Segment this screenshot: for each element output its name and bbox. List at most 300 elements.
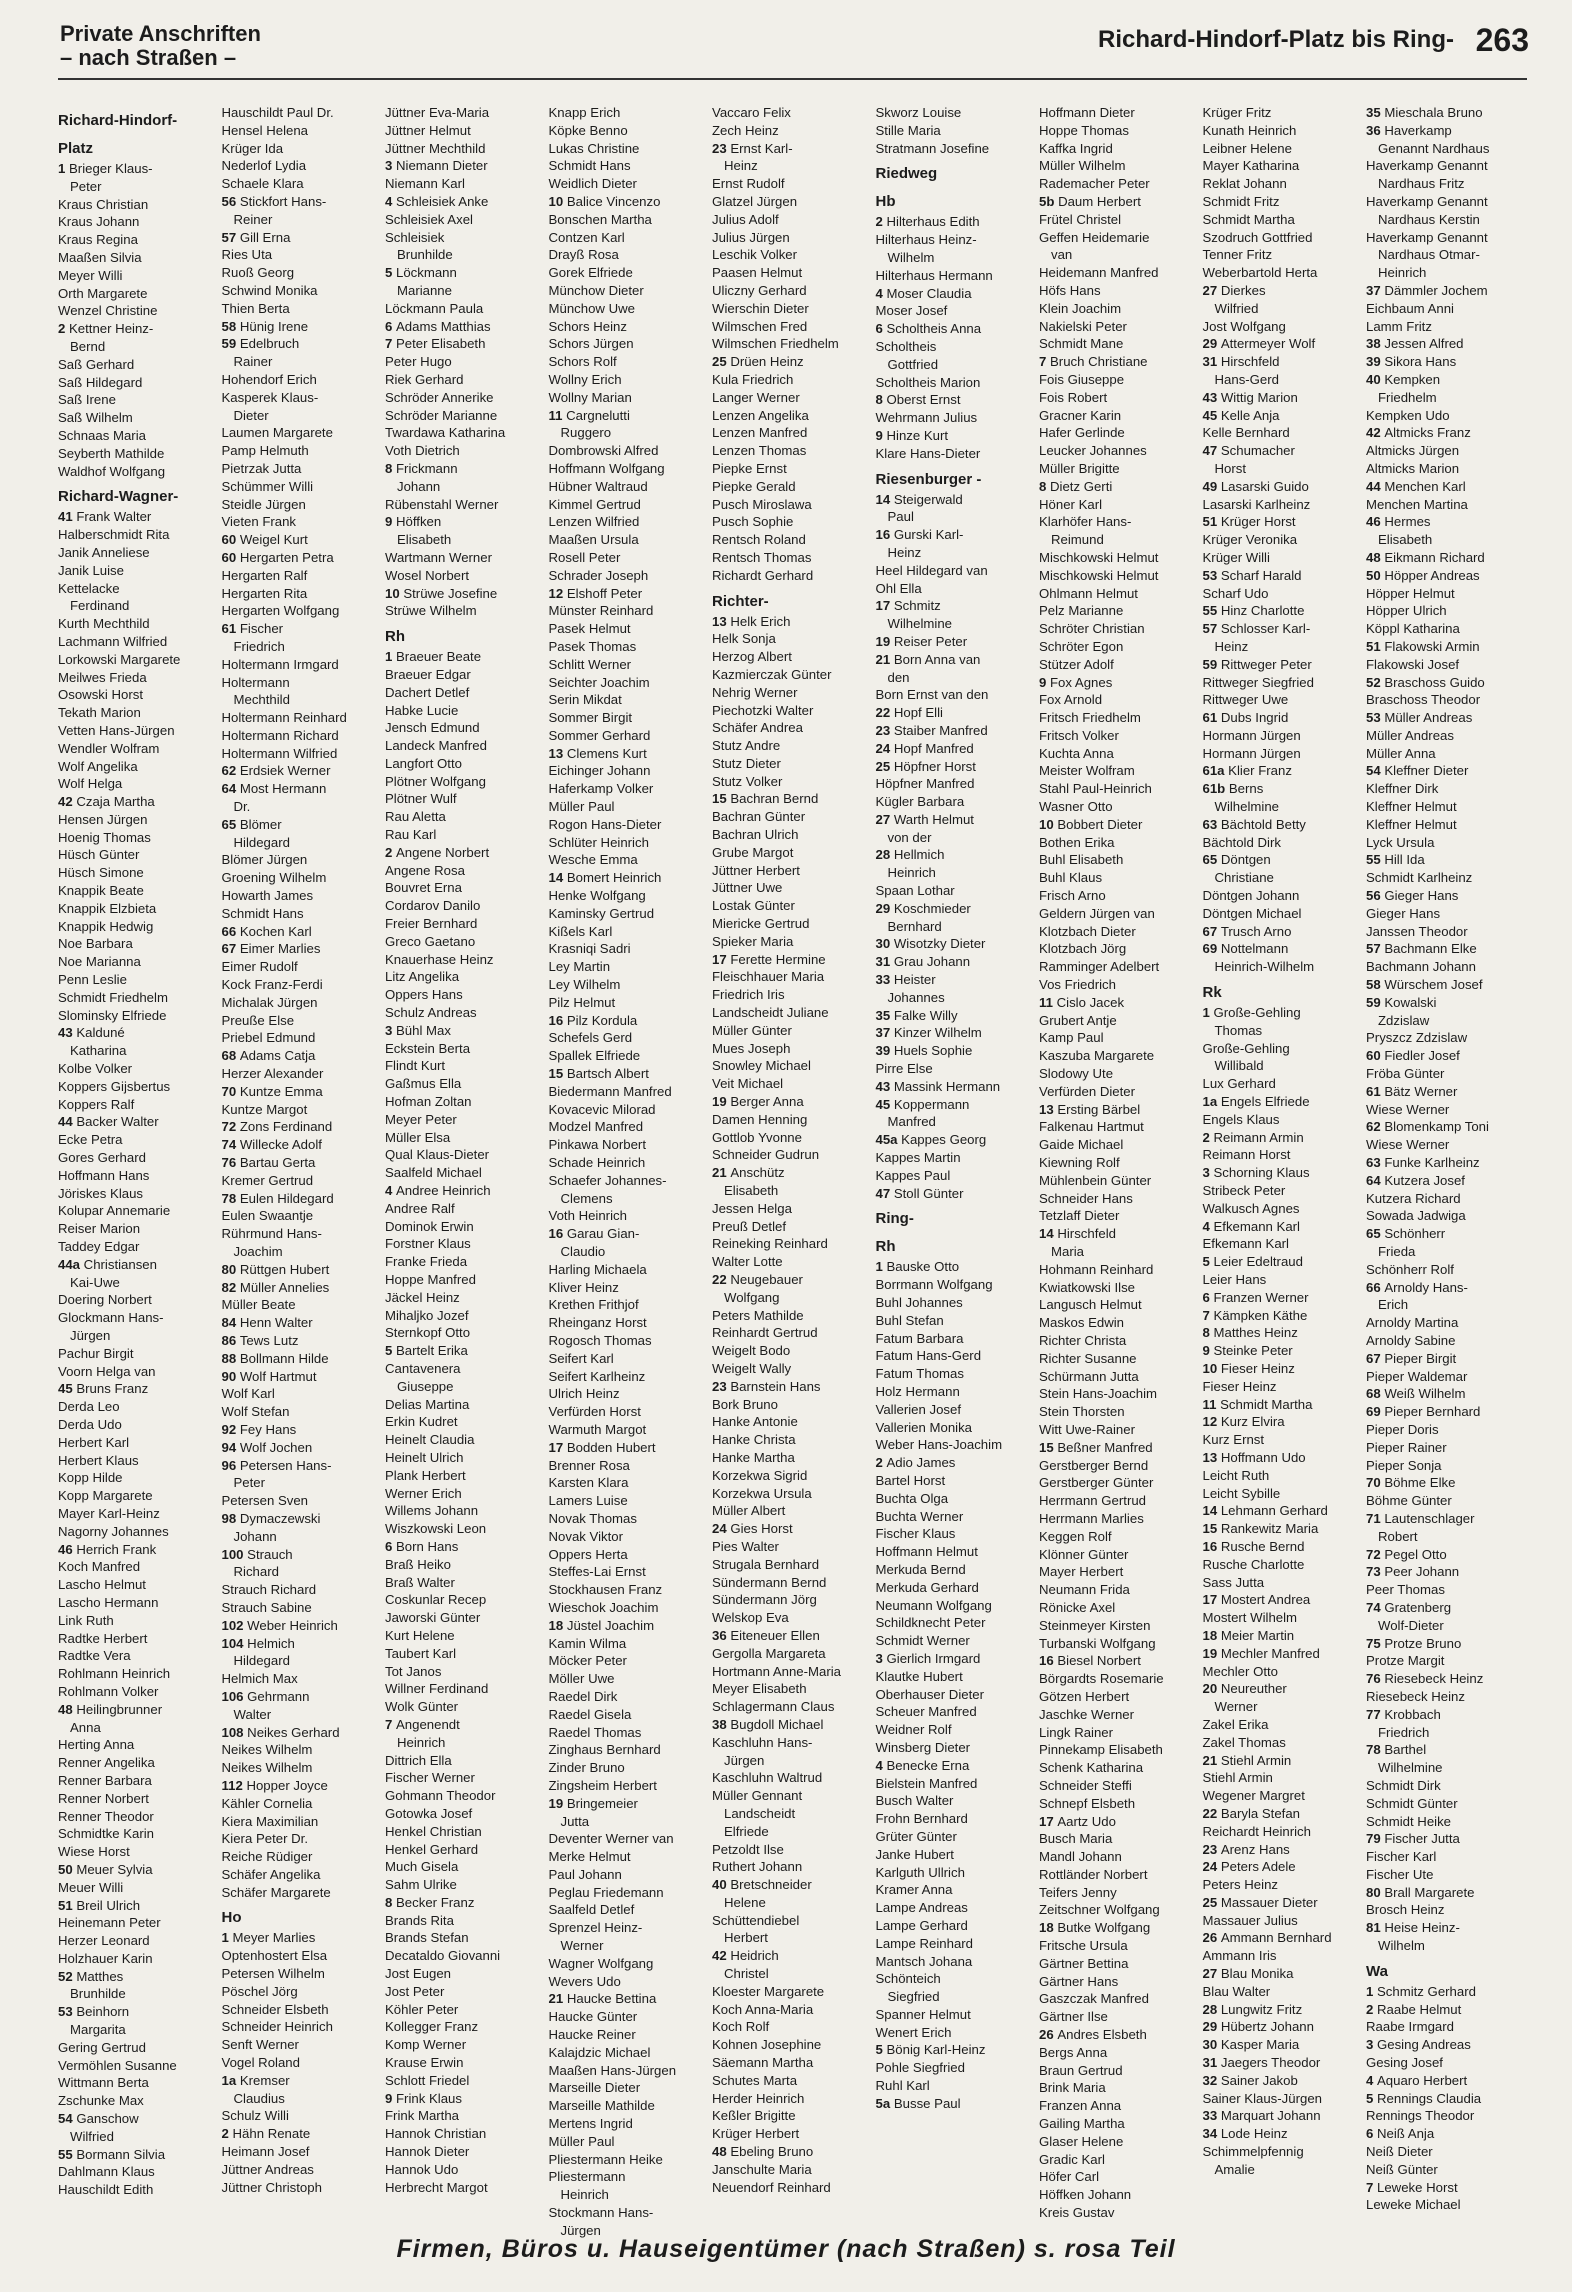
house-number: 17 bbox=[548, 1439, 567, 1455]
resident-name: Schimmelpfennig bbox=[1202, 2144, 1304, 2160]
resident-name: Klare Hans-Dieter bbox=[875, 445, 981, 461]
resident-entry bbox=[712, 2179, 870, 2197]
resident-name: Krüger Herbert bbox=[712, 2126, 800, 2142]
resident-name: Ohlmann Helmut bbox=[1039, 585, 1138, 601]
resident-entry bbox=[222, 1012, 380, 1030]
resident-name: Matthes Heinz bbox=[1213, 1325, 1298, 1341]
resident-name: Klönner Günter bbox=[1039, 1546, 1129, 1562]
resident-entry bbox=[876, 320, 1034, 338]
resident-entry bbox=[58, 2003, 216, 2021]
resident-entry bbox=[222, 1581, 380, 1599]
resident-name: Tekath Marion bbox=[58, 705, 141, 721]
resident-name: Wasner Otto bbox=[1039, 799, 1113, 815]
house-number: 68 bbox=[221, 1048, 240, 1064]
resident-name: Brands Rita bbox=[385, 1912, 454, 1928]
resident-name: Fischer Karl bbox=[1366, 1849, 1437, 1865]
resident-entry bbox=[876, 1650, 1034, 1668]
house-number: 6 bbox=[385, 318, 396, 334]
resident-entry bbox=[1039, 1279, 1197, 1297]
house-number: 71 bbox=[1366, 1510, 1385, 1526]
resident-entry bbox=[58, 1932, 216, 1950]
resident-name: Teifers Jenny bbox=[1039, 1884, 1117, 1900]
house-number: 5 bbox=[875, 2042, 887, 2058]
resident-name: Kiewning Rolf bbox=[1039, 1155, 1120, 1171]
resident-name: Lachmann Wilfried bbox=[58, 633, 168, 649]
resident-entry bbox=[58, 882, 216, 900]
resident-entry bbox=[876, 140, 1034, 158]
resident-name: Mischkowski Helmut bbox=[1039, 567, 1159, 583]
resident-name: Schleisiek Axel bbox=[385, 211, 473, 227]
resident-entry bbox=[222, 1314, 380, 1332]
house-number: 1 bbox=[221, 1930, 233, 1946]
house-number: 16 bbox=[1202, 1538, 1221, 1554]
resident-entry bbox=[549, 1652, 707, 1670]
resident-name: Uliczny Gerhard bbox=[712, 282, 807, 298]
resident-entry bbox=[58, 1309, 216, 1327]
resident-entry bbox=[712, 1645, 870, 1663]
resident-entry bbox=[58, 971, 216, 989]
resident-name: Angene Rosa bbox=[385, 862, 465, 878]
resident-name: Gores Gerhard bbox=[58, 1150, 146, 1166]
resident-entry bbox=[876, 882, 1034, 900]
resident-name: Peglau Friedemann bbox=[548, 1884, 664, 1900]
resident-entry bbox=[712, 1111, 870, 1129]
resident-entry bbox=[1203, 1752, 1361, 1770]
resident-entry bbox=[1366, 2196, 1524, 2214]
resident-name: Helk Erich bbox=[730, 613, 791, 629]
resident-name: Bartelt Erika bbox=[396, 1343, 468, 1359]
resident-entry bbox=[876, 1775, 1034, 1793]
resident-entry bbox=[58, 811, 216, 829]
entry-continuation: Jürgen bbox=[70, 1328, 111, 1343]
resident-name: Holzhauer Karin bbox=[58, 1950, 153, 1966]
resident-entry bbox=[1366, 1830, 1524, 1848]
resident-name: Dombrowski Alfred bbox=[548, 443, 659, 459]
resident-name: Schmidt Werner bbox=[875, 1633, 970, 1649]
resident-entry bbox=[222, 780, 380, 798]
house-number: 67 bbox=[1202, 923, 1221, 939]
entry-continuation: Brunhilde bbox=[70, 1986, 126, 2002]
resident-entry bbox=[876, 1810, 1034, 1828]
house-number: 102 bbox=[221, 1617, 248, 1633]
resident-entry bbox=[549, 976, 707, 994]
resident-entry bbox=[385, 808, 543, 826]
resident-entry bbox=[222, 994, 380, 1012]
resident-entry bbox=[876, 122, 1034, 140]
house-number: 42 bbox=[712, 1948, 731, 1964]
resident-entry bbox=[222, 424, 380, 442]
resident-entry bbox=[222, 1047, 380, 1065]
resident-entry bbox=[1039, 620, 1197, 638]
house-number: 28 bbox=[875, 847, 894, 863]
resident-name: Weberbartold Herta bbox=[1202, 265, 1318, 281]
resident-entry bbox=[712, 1787, 870, 1805]
resident-entry bbox=[1203, 211, 1361, 229]
resident-entry bbox=[58, 1790, 216, 1808]
resident-entry bbox=[1039, 1635, 1197, 1653]
resident-entry bbox=[712, 300, 870, 318]
resident-name: Wittmann Berta bbox=[58, 2075, 149, 2091]
resident-entry bbox=[712, 1556, 870, 1574]
resident-name: Höffken Johann bbox=[1039, 2187, 1132, 2203]
resident-name: Pilz Helmut bbox=[548, 994, 616, 1010]
resident-name: Gesing Josef bbox=[1366, 2055, 1443, 2071]
resident-entry bbox=[712, 193, 870, 211]
resident-name: Bächtold Dirk bbox=[1202, 834, 1281, 850]
resident-name: Kappes Georg bbox=[901, 1132, 987, 1148]
resident-entry bbox=[876, 1294, 1034, 1312]
resident-name: Vallerien Monika bbox=[875, 1419, 973, 1435]
house-number: 19 bbox=[548, 1795, 567, 1811]
resident-entry bbox=[712, 424, 870, 442]
resident-name: Vetten Hans-Jürgen bbox=[58, 722, 175, 738]
resident-name: Wollny Erich bbox=[548, 371, 622, 387]
street-heading: Richard-Wagner- bbox=[58, 488, 179, 506]
resident-name: Haucke Reiner bbox=[548, 2027, 636, 2043]
resident-entry bbox=[549, 1332, 707, 1350]
resident-entry bbox=[876, 580, 1034, 598]
entry-continuation: Walter bbox=[233, 1706, 272, 1722]
resident-entry bbox=[1203, 1004, 1361, 1022]
resident-name: Schaele Klara bbox=[221, 176, 304, 192]
resident-name: Gaide Michael bbox=[1039, 1137, 1124, 1153]
resident-entry bbox=[1039, 709, 1197, 727]
resident-name: Kempken bbox=[1384, 371, 1441, 387]
resident-name: Schors Jürgen bbox=[548, 336, 634, 352]
resident-name: Schwind Monika bbox=[221, 282, 318, 298]
resident-name: Steidle Jürgen bbox=[221, 496, 306, 512]
resident-name: Henn Walter bbox=[239, 1315, 313, 1331]
resident-entry bbox=[1039, 1528, 1197, 1546]
resident-entry bbox=[549, 1919, 707, 1937]
resident-entry bbox=[58, 544, 216, 562]
resident-name: Derda Udo bbox=[58, 1416, 122, 1432]
resident-entry bbox=[385, 1609, 543, 1627]
resident-name: Laumen Margarete bbox=[221, 425, 333, 441]
entry-continuation: Richard bbox=[233, 1564, 279, 1580]
resident-name: Engels Klaus bbox=[1202, 1111, 1280, 1127]
resident-entry bbox=[876, 231, 1034, 249]
entry-continuation: Wilhelm bbox=[887, 249, 935, 265]
resident-entry bbox=[1039, 2079, 1197, 2097]
entry-continuation: Peter bbox=[233, 1475, 266, 1491]
resident-entry bbox=[712, 666, 870, 684]
resident-entry bbox=[58, 285, 216, 303]
street-heading: Rh bbox=[385, 628, 405, 646]
house-number: 53 bbox=[1366, 710, 1385, 726]
resident-name: Haucke Günter bbox=[548, 2009, 638, 2025]
street-heading: Platz bbox=[58, 140, 94, 157]
house-number: 58 bbox=[221, 318, 240, 334]
resident-entry bbox=[712, 1164, 870, 1182]
resident-entry bbox=[58, 1950, 216, 1968]
resident-entry bbox=[1203, 1609, 1361, 1627]
resident-entry bbox=[1039, 834, 1197, 852]
resident-name: Paasen Helmut bbox=[712, 265, 803, 281]
resident-entry bbox=[1039, 1706, 1197, 1724]
entry-continuation: Claudius bbox=[233, 2090, 285, 2106]
resident-entry bbox=[712, 790, 870, 808]
resident-name: Jüttner Uwe bbox=[712, 880, 783, 896]
resident-name: Niemann Karl bbox=[385, 176, 465, 192]
resident-entry bbox=[876, 846, 1034, 864]
resident-entry bbox=[1366, 1279, 1524, 1297]
resident-name: Saalfeld Michael bbox=[385, 1165, 482, 1181]
resident-entry bbox=[385, 986, 543, 1004]
resident-entry bbox=[549, 1759, 707, 1777]
resident-name: Fritsch Volker bbox=[1039, 727, 1119, 743]
resident-entry bbox=[58, 1202, 216, 1220]
directory-column bbox=[222, 104, 386, 2222]
resident-entry bbox=[876, 900, 1034, 918]
resident-entry bbox=[712, 1075, 870, 1093]
resident-entry bbox=[876, 1096, 1034, 1114]
resident-entry bbox=[549, 353, 707, 371]
resident-name: Reimann Armin bbox=[1213, 1129, 1304, 1145]
resident-name: Peters Mathilde bbox=[712, 1307, 804, 1323]
house-number: 1 bbox=[875, 1259, 887, 1275]
resident-name: Hoppe Thomas bbox=[1039, 122, 1129, 138]
resident-name: Hilterhaus Hermann bbox=[875, 267, 993, 283]
resident-name: Maaßen Hans-Jürgen bbox=[548, 2062, 677, 2078]
resident-name: Höner Karl bbox=[1039, 496, 1103, 512]
resident-entry bbox=[1366, 496, 1524, 514]
resident-entry bbox=[712, 808, 870, 826]
resident-name: Müller Paul bbox=[548, 2133, 615, 2149]
resident-name: Hübertz Johann bbox=[1220, 2019, 1314, 2035]
resident-entry bbox=[1366, 1795, 1524, 1813]
entry-continuation: Jutta bbox=[560, 1813, 590, 1829]
resident-entry bbox=[1203, 407, 1361, 425]
resident-entry bbox=[1366, 2001, 1524, 2019]
resident-entry bbox=[58, 793, 216, 811]
resident-name: Langer Werner bbox=[712, 389, 800, 405]
house-number: 56 bbox=[1366, 888, 1385, 904]
house-number: 9 bbox=[385, 514, 396, 530]
resident-entry bbox=[1203, 264, 1361, 282]
house-number: 14 bbox=[1039, 1226, 1058, 1242]
resident-entry bbox=[1366, 834, 1524, 852]
resident-name: Bork Bruno bbox=[712, 1396, 778, 1412]
resident-name: Kloester Margarete bbox=[712, 1983, 825, 1999]
resident-name: Neiß Günter bbox=[1366, 2161, 1438, 2177]
resident-entry bbox=[1203, 905, 1361, 923]
resident-entry bbox=[549, 1065, 707, 1083]
resident-name: Schmitz Gerhard bbox=[1377, 1983, 1476, 1999]
resident-name: Pelz Marianne bbox=[1039, 603, 1124, 619]
resident-name: Peer Thomas bbox=[1366, 1582, 1445, 1598]
house-number: 13 bbox=[1202, 1449, 1221, 1465]
resident-entry bbox=[1203, 1502, 1361, 1520]
resident-name: Altmicks Jürgen bbox=[1366, 443, 1460, 459]
resident-entry bbox=[58, 651, 216, 669]
resident-name: Moser Josef bbox=[875, 303, 948, 319]
resident-entry bbox=[1366, 318, 1524, 336]
resident-name: Schneider Hans bbox=[1039, 1190, 1133, 1206]
resident-name: Wolf Jochen bbox=[239, 1439, 313, 1455]
resident-name: Eichinger Johann bbox=[548, 763, 651, 779]
resident-name: Ramminger Adelbert bbox=[1039, 959, 1160, 975]
resident-name: Hanke Christa bbox=[712, 1432, 796, 1448]
resident-name: Höfs Hans bbox=[1039, 282, 1101, 298]
resident-entry bbox=[876, 1383, 1034, 1401]
house-number: 10 bbox=[548, 193, 567, 209]
resident-name: Fatum Barbara bbox=[875, 1330, 964, 1346]
house-number: 16 bbox=[875, 527, 894, 543]
resident-name: Fieser Heinz bbox=[1202, 1378, 1277, 1394]
resident-name: Sikora Hans bbox=[1384, 354, 1457, 370]
resident-entry bbox=[385, 1360, 543, 1378]
resident-name: Haverkamp Genannt bbox=[1366, 229, 1488, 245]
resident-name: Lehmann Gerhard bbox=[1220, 1503, 1328, 1519]
resident-entry bbox=[385, 1040, 543, 1058]
directory-column bbox=[876, 104, 1040, 2222]
resident-name: Massauer Dieter bbox=[1220, 1894, 1318, 1910]
house-number: 12 bbox=[548, 585, 567, 601]
resident-entry bbox=[712, 140, 870, 158]
house-number: 53 bbox=[58, 2004, 77, 2020]
resident-name: Plank Herbert bbox=[385, 1467, 466, 1483]
resident-name: Pegel Otto bbox=[1384, 1546, 1447, 1562]
resident-entry bbox=[1039, 1901, 1197, 1919]
resident-name: Rottländer Norbert bbox=[1039, 1866, 1148, 1882]
resident-name: Cordarov Danilo bbox=[385, 898, 481, 914]
resident-entry bbox=[1203, 1627, 1361, 1645]
house-number: 48 bbox=[712, 2144, 731, 2160]
house-number: 80 bbox=[221, 1261, 240, 1277]
resident-entry bbox=[549, 335, 707, 353]
resident-entry bbox=[222, 709, 380, 727]
street-range-title: Richard-Hindorf-Platz bis Ring- bbox=[1098, 26, 1454, 53]
resident-name: Wehrmann Julius bbox=[875, 410, 978, 426]
resident-name: Schumacher bbox=[1220, 443, 1295, 459]
resident-name: Born Hans bbox=[396, 1538, 459, 1554]
resident-name: Weigel Kurt bbox=[239, 532, 308, 548]
resident-name: Hoppe Manfred bbox=[385, 1272, 476, 1287]
page-number: 263 bbox=[1475, 22, 1529, 58]
resident-entry bbox=[1039, 1190, 1197, 1208]
resident-name: Bringemeier bbox=[566, 1795, 638, 1811]
resident-name: Gering Gertrud bbox=[58, 2039, 146, 2055]
resident-name: Jaworski Günter bbox=[385, 1610, 481, 1626]
resident-name: Hilterhaus Edith bbox=[886, 214, 980, 230]
resident-entry bbox=[712, 1253, 870, 1271]
resident-entry bbox=[1039, 389, 1197, 407]
house-number: 46 bbox=[1366, 514, 1385, 530]
resident-entry bbox=[1203, 1485, 1361, 1503]
resident-entry bbox=[222, 122, 380, 140]
resident-entry bbox=[222, 923, 380, 941]
resident-entry bbox=[222, 1759, 380, 1777]
resident-entry bbox=[712, 1983, 870, 2001]
resident-name: Piepke Ernst bbox=[712, 460, 787, 476]
resident-entry bbox=[549, 745, 707, 763]
resident-name: Rentsch Thomas bbox=[712, 549, 812, 565]
resident-name: Massink Hermann bbox=[893, 1078, 1001, 1094]
resident-name: Beinhorn bbox=[76, 2004, 130, 2020]
resident-name: Kopp Margarete bbox=[58, 1488, 153, 1504]
resident-entry bbox=[1039, 2168, 1197, 2186]
resident-entry bbox=[549, 229, 707, 247]
resident-entry bbox=[712, 1698, 870, 1716]
resident-name: Tenner Fritz bbox=[1202, 247, 1273, 263]
resident-entry bbox=[1366, 958, 1524, 976]
resident-entry bbox=[712, 211, 870, 229]
resident-name: Herrmann Marlies bbox=[1039, 1510, 1144, 1526]
house-number: 43 bbox=[1202, 389, 1221, 405]
entry-continuation: Reiner bbox=[233, 211, 273, 227]
resident-entry bbox=[549, 1368, 707, 1386]
resident-name: Münster Reinhard bbox=[548, 603, 654, 619]
resident-entry bbox=[58, 391, 216, 409]
resident-entry bbox=[1366, 1866, 1524, 1884]
resident-entry bbox=[876, 1828, 1034, 1846]
resident-name: Raedel Gisela bbox=[548, 1706, 632, 1722]
entry-continuation: Marianne bbox=[397, 282, 452, 298]
house-number: 64 bbox=[1366, 1172, 1385, 1188]
resident-entry bbox=[385, 1645, 543, 1663]
resident-name: Hähn Renate bbox=[232, 2126, 311, 2142]
resident-entry bbox=[385, 389, 543, 407]
resident-name: Schmidt Hans bbox=[221, 905, 304, 921]
resident-name: Meuer Willi bbox=[58, 1879, 124, 1895]
house-number: 80 bbox=[1366, 1884, 1385, 1900]
resident-entry bbox=[876, 1454, 1034, 1472]
resident-entry bbox=[1039, 745, 1197, 763]
resident-name: Turbanski Wolfgang bbox=[1039, 1635, 1156, 1651]
resident-name: Schmidt Karlheinz bbox=[1366, 870, 1473, 886]
resident-name: Krüger Fritz bbox=[1202, 105, 1272, 120]
resident-name: Holtermann Reinhard bbox=[221, 710, 347, 726]
resident-name: Höpfner Manfred bbox=[875, 776, 975, 792]
house-number: 25 bbox=[712, 354, 731, 370]
resident-entry bbox=[712, 986, 870, 1004]
resident-name: Peer Johann bbox=[1384, 1564, 1460, 1580]
resident-name: Hill Ida bbox=[1384, 852, 1425, 868]
resident-name: Böhme Günter bbox=[1366, 1493, 1452, 1509]
resident-entry bbox=[876, 740, 1034, 758]
resident-name: Scharf Harald bbox=[1220, 567, 1302, 583]
resident-name: Renner Barbara bbox=[58, 1772, 152, 1788]
resident-entry bbox=[385, 602, 543, 620]
resident-name: Seifert Karl bbox=[548, 1350, 614, 1366]
resident-entry bbox=[58, 704, 216, 722]
resident-entry bbox=[385, 1396, 543, 1414]
resident-name: Zech Heinz bbox=[712, 122, 779, 138]
resident-name: Kalajdzic Michael bbox=[548, 2044, 651, 2060]
resident-entry bbox=[549, 496, 707, 514]
resident-entry bbox=[1039, 762, 1197, 780]
house-number: 18 bbox=[548, 1617, 567, 1633]
resident-entry bbox=[876, 775, 1034, 793]
resident-entry bbox=[712, 1093, 870, 1111]
resident-name: Kimmel Gertrud bbox=[548, 496, 641, 512]
resident-entry bbox=[385, 702, 543, 720]
resident-entry bbox=[712, 702, 870, 720]
resident-entry bbox=[1203, 1449, 1361, 1467]
resident-entry bbox=[58, 356, 216, 374]
resident-name: Raabe Helmut bbox=[1377, 2001, 1462, 2017]
house-number: 5 bbox=[1366, 2090, 1377, 2106]
resident-entry bbox=[385, 1502, 543, 1520]
resident-name: Helmich Max bbox=[221, 1671, 298, 1687]
resident-name: Lasarski Karlheinz bbox=[1202, 496, 1311, 512]
resident-name: Koch Manfred bbox=[58, 1559, 141, 1575]
entry-continuation: Erich bbox=[1378, 1297, 1409, 1313]
resident-name: Rusche Bernd bbox=[1220, 1538, 1305, 1554]
resident-name: Hannok Christian bbox=[385, 2126, 487, 2142]
resident-entry bbox=[876, 1258, 1034, 1276]
